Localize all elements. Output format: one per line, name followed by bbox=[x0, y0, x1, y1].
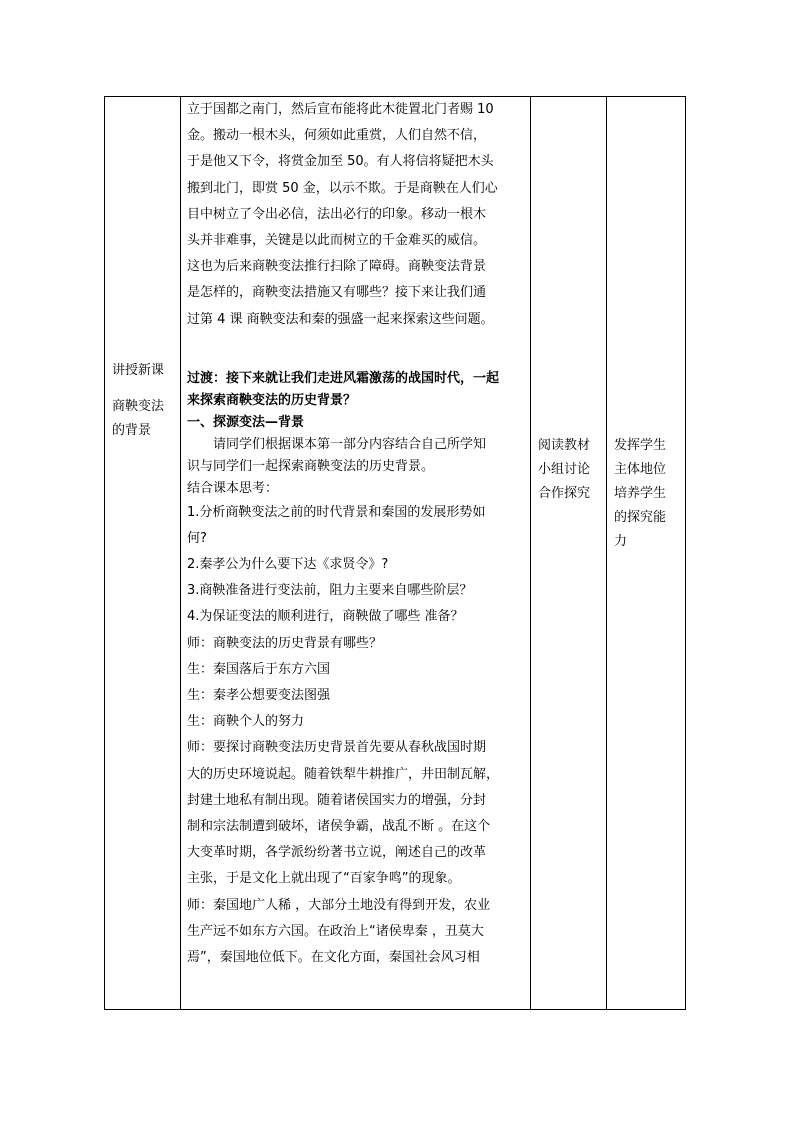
stage-label bbox=[112, 359, 176, 443]
transition-line: 来探索商鞅变法的历史背景？ bbox=[187, 392, 357, 408]
stage-title: 讲授新课 bbox=[112, 363, 165, 378]
intent-line: 的探究能 bbox=[614, 510, 667, 525]
section-heading: 一、探源变法—背景 bbox=[187, 414, 305, 430]
dialogue-line: 大的历史环境说起。随着铁犁牛耕推广，井田制瓦解， bbox=[187, 766, 500, 782]
story-line: 立于国都之南门，然后宣布能将此木徙置北门者赐 10 bbox=[187, 102, 494, 117]
dialogue-line: 封建土地私有制出现。随着诸侯国实力的增强，分封 bbox=[187, 792, 487, 808]
dialogue-line: 生：秦孝公想要变法图强 bbox=[187, 688, 331, 703]
design-intent bbox=[614, 434, 682, 554]
intent-line: 力 bbox=[614, 534, 628, 549]
question-line: 3.商鞅准备进行变法前，阻力主要来自哪些阶层？ bbox=[187, 583, 473, 599]
intent-cell bbox=[607, 97, 686, 1010]
method-line: 合作探究 bbox=[538, 486, 591, 501]
content-cell bbox=[181, 97, 531, 1010]
dialogue-line: 生：秦国落后于东方六国 bbox=[187, 661, 331, 677]
instruction-line: 识与同学们一起探索商鞅变法的历史背景。 bbox=[187, 458, 435, 474]
dialogue-line: 师：商鞅变法的历史背景有哪些？ bbox=[187, 635, 383, 651]
table-row bbox=[105, 97, 686, 1010]
method-cell bbox=[531, 97, 607, 1010]
dialogue-line: 焉”，秦国地位低下。在文化方面，秦国社会风习相 bbox=[187, 949, 480, 965]
question-line: 1.分析商鞅变法之前的时代背景和秦国的发展形势如 bbox=[187, 504, 486, 520]
teaching-method bbox=[538, 434, 602, 506]
instruction-line: 请同学们根据课本第一部分内容结合自己所学知 bbox=[213, 436, 487, 452]
stage-cell bbox=[105, 97, 181, 1010]
story-line: 这也为后来商鞅变法推行扫除了障碍。商鞅变法背景 bbox=[187, 259, 487, 275]
transition-line: 过渡：接下来就让我们走进风霜激荡的战国时代，一起 bbox=[187, 370, 500, 386]
intent-line: 主体地位 bbox=[614, 462, 667, 477]
story-line: 是怎样的，商鞅变法措施又有哪些？接下来让我们通 bbox=[187, 285, 487, 301]
question-line: 2.秦孝公为什么要下达《求贤令》? bbox=[187, 557, 389, 573]
story-line: 搬到北门，即赏 50 金，以示不欺。于是商鞅在人们心 bbox=[187, 180, 498, 196]
dialogue-line: 生产远不如东方六国。在政治上“诸侯卑秦 ，丑莫大 bbox=[187, 923, 484, 939]
story-line: 金。搬动一根木头，何须如此重赏，人们自然不信， bbox=[187, 128, 487, 144]
dialogue-line: 主张，于是文化上就出现了“百家争鸣”的现象。 bbox=[187, 871, 461, 887]
dialogue-line: 师：秦国地广人稀 ，大部分土地没有得到开发，农业 bbox=[187, 897, 491, 913]
method-line: 小组讨论 bbox=[538, 462, 591, 477]
dialogue-line: 制和宗法制遭到破坏，诸侯争霸，战乱不断 。在这个 bbox=[187, 818, 491, 834]
stage-subtitle-line1: 商鞅变法 bbox=[112, 399, 165, 414]
story-line: 于是他又下令，将赏金加至 50。有人将信将疑把木头 bbox=[187, 154, 494, 170]
story-line: 头并非难事，关键是以此而树立的千金难买的威信。 bbox=[187, 232, 487, 248]
lesson-plan-table bbox=[104, 96, 686, 1010]
dialogue-line: 师：要探讨商鞅变法历史背景首先要从春秋战国时期 bbox=[187, 740, 487, 756]
stage-subtitle-line2: 的背景 bbox=[112, 423, 152, 438]
method-line: 阅读教材 bbox=[538, 438, 591, 453]
lesson-content bbox=[187, 97, 527, 971]
intent-line: 培养学生 bbox=[614, 486, 667, 501]
story-line: 目中树立了令出必信，法出必行的印象。移动一根木 bbox=[187, 206, 487, 222]
story-line: 过第 4 课 商鞅变法和秦的强盛一起来探索这些问题。 bbox=[187, 311, 494, 327]
question-line: 4.为保证变法的顺利进行，商鞅做了哪些 准备？ bbox=[187, 609, 464, 625]
question-line: 何? bbox=[187, 530, 207, 546]
think-prompt: 结合课本思考： bbox=[187, 480, 279, 496]
intent-line: 发挥学生 bbox=[614, 438, 667, 453]
dialogue-line: 大变革时期，各学派纷纷著书立说，阐述自己的改革 bbox=[187, 845, 487, 861]
dialogue-line: 生：商鞅个人的努力 bbox=[187, 714, 305, 730]
